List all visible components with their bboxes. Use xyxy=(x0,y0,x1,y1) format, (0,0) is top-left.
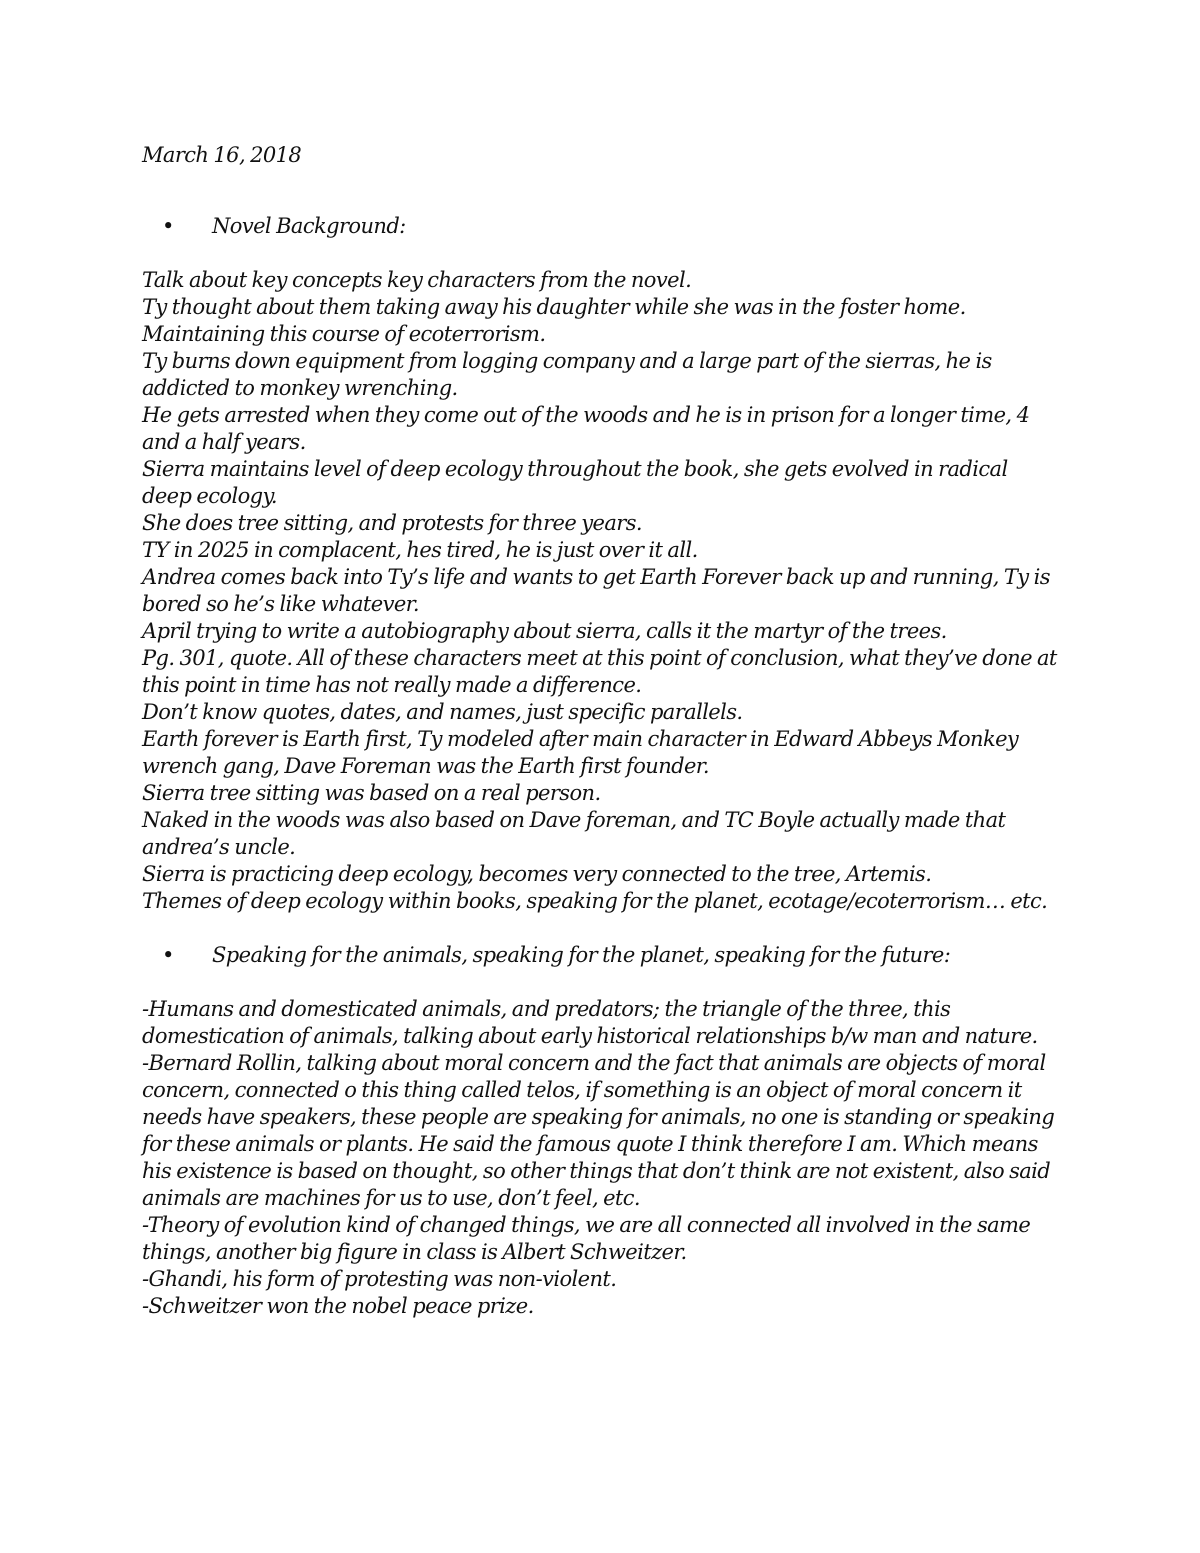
note-line: Sierra is practicing deep ecology, becomes very connected to the tree, Artemis. xyxy=(142,862,932,886)
section-heading-text: Speaking for the animals, speaking for the planet, speaking for the future: xyxy=(212,943,951,967)
note-line: He gets arrested when they come out of the woods and he is in prison for a longer time, 4 and a half years. xyxy=(142,403,1030,454)
note-line: -Schweitzer won the nobel peace prize. xyxy=(142,1294,534,1318)
section-heading-speaking-for xyxy=(142,942,1057,969)
note-line: Ty burns down equipment from logging company and a large part of the sierras, he is addicted to monkey wrenching. xyxy=(142,349,992,400)
note-line: Themes of deep ecology within books, speaking for the planet, ecotage/ecoterrorism… etc. xyxy=(142,889,1048,913)
note-line: -Ghandi, his form of protesting was non-violent. xyxy=(142,1267,617,1291)
note-line: Earth forever is Earth first, Ty modeled after main character in Edward Abbeys Monkey wrench gang, Dave Foreman was the Earth first founder. xyxy=(142,727,1019,778)
note-line: Andrea comes back into Ty’s life and wants to get Earth Forever back up and running, Ty is bored so he’s like whatever. xyxy=(142,565,1050,616)
note-line: Ty thought about them taking away his daughter while she was in the foster home. xyxy=(142,295,966,319)
section-heading-novel-background xyxy=(142,213,1057,240)
section-heading-text: Novel Background: xyxy=(212,214,406,238)
note-line: -Bernard Rollin, talking about moral concern and the fact that animals are objects of moral concern, connected o this thing called telos, if something is an object of moral concern it needs have speakers, these people are speaking for animals, no one is standing or speaking for these animals or plants. He said the famous quote I think therefore I am. Which means his existence is based on thought, so other things that don’t think are not existent, also said animals are machines for us to use, don’t feel, etc. xyxy=(142,1051,1055,1210)
bullet-icon: • xyxy=(162,943,174,967)
document-date: March 16, 2018 xyxy=(142,143,302,167)
note-line: Don’t know quotes, dates, and names, just specific parallels. xyxy=(142,700,743,724)
section-spacer xyxy=(142,915,1057,942)
note-line: She does tree sitting, and protests for three years. xyxy=(142,511,642,535)
note-line: Sierra maintains level of deep ecology throughout the book, she gets evolved in radical deep ecology. xyxy=(142,457,1008,508)
bullet-icon: • xyxy=(162,214,174,238)
document-body xyxy=(142,142,1057,1320)
note-line: Pg. 301, quote. All of these characters meet at this point of conclusion, what they’ve done at this point in time has not really made a difference. xyxy=(142,646,1057,697)
note-line: TY in 2025 in complacent, hes tired, he is just over it all. xyxy=(142,538,698,562)
note-line: Naked in the woods was also based on Dave foreman, and TC Boyle actually made that andrea’s uncle. xyxy=(142,808,1006,859)
note-line: -Humans and domesticated animals, and predators; the triangle of the three, this domestication of animals, talking about early historical relationships b/w man and nature. xyxy=(142,997,1038,1048)
note-line: Talk about key concepts key characters from the novel. xyxy=(142,268,692,292)
note-line: Sierra tree sitting was based on a real person. xyxy=(142,781,601,805)
note-line: -Theory of evolution kind of changed things, we are all connected all involved in the same things, another big figure in class is Albert Schweitzer. xyxy=(142,1213,1031,1264)
note-line: Maintaining this course of ecoterrorism. xyxy=(142,322,546,346)
note-line: April trying to write a autobiography about sierra, calls it the martyr of the trees. xyxy=(142,619,947,643)
